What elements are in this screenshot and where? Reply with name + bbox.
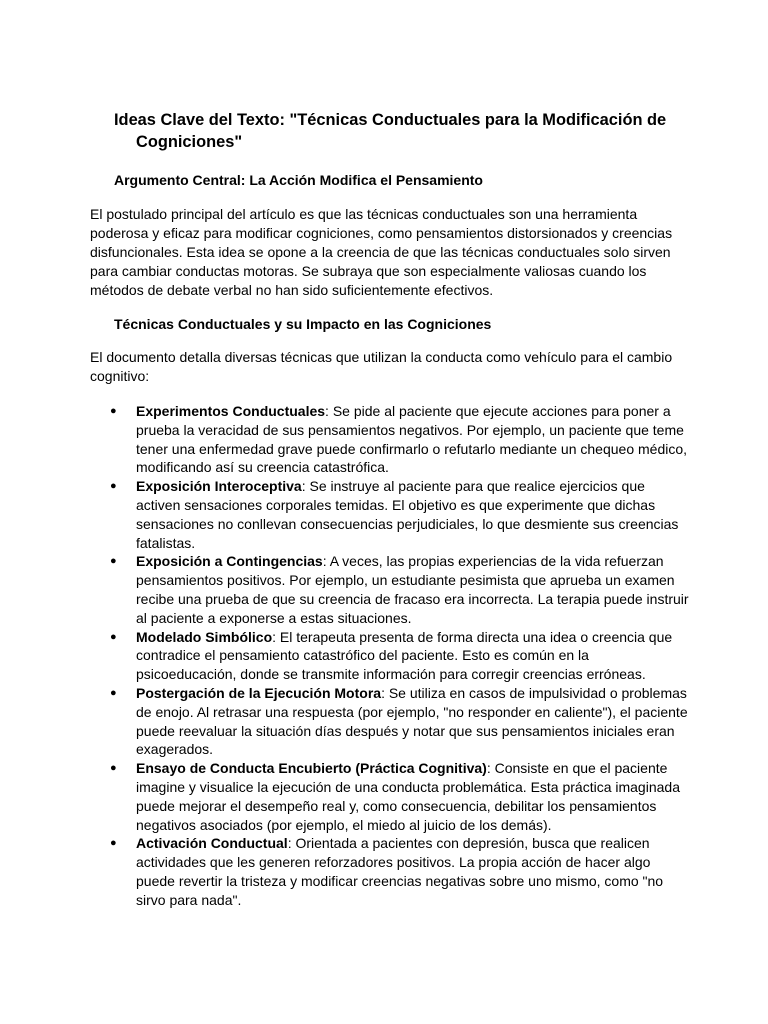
paragraph-argumento-central: El postulado principal del artículo es que las técnicas conductuales son una herramienta poderosa y eficaz para modificar cogniciones, como pensamientos distorsionados y creencias disfuncionales. Esta idea se opone a la creencia de que las técnicas conductuales solo sirven para cambiar conductas motoras. Se subraya que son especialmente valiosas cuando los métodos de debate verbal no han sido suficientemente efectivos. (90, 206, 673, 298)
techniques-list (90, 402, 690, 910)
list-item-modelado-simbolico (90, 628, 690, 684)
bullet-icon: ● (110, 630, 117, 643)
section-heading-tecnicas-conductuales: Técnicas Conductuales y su Impacto en las Cogniciones (114, 316, 492, 332)
document-title: Ideas Clave del Texto: "Técnicas Conductuales para la Modificación de Cogniciones" (114, 111, 667, 151)
section-heading-argumento-central: Argumento Central: La Acción Modifica el Pensamiento (114, 172, 483, 188)
technique-description: : Se utiliza en casos de impulsividad o problemas de enojo. Al retrasar una respuesta (por ejemplo, "no responder en caliente"), el paciente puede reevaluar la situación días después y notar que sus pensamientos iniciales eran exagerados. (136, 684, 688, 758)
list-item-postergacion-ejecucion-motora (90, 684, 690, 759)
technique-description: : Consiste en que el paciente imagine y visualice la ejecución de una conducta problemática. Esta práctica imaginada puede mejorar el desempeño real y, como consecuencia, debilitar los pensamientos negativos asociados (por ejemplo, el miedo al juicio de los demás). (136, 760, 680, 833)
bullet-icon: ● (110, 837, 117, 850)
list-item-exposicion-contingencias (90, 552, 690, 627)
technique-term: Exposición Interoceptiva (136, 478, 302, 495)
technique-description: : Se pide al paciente que ejecute acciones para poner a prueba la veracidad de sus pensamientos negativos. Por ejemplo, un paciente que teme tener una enfermedad grave puede confirmarlo o refutarlo mediante un chequeo médico, modificando así su creencia catastrófica. (136, 403, 688, 476)
technique-description: : Orientada a pacientes con depresión, busca que realicen actividades que les generen reforzadores positivos. La propia acción de hacer algo puede revertir la tristeza y modificar creencias negativas sobre uno mismo, como "no sirvo para nada". (136, 835, 664, 908)
bullet-icon: ● (110, 762, 117, 775)
technique-description: : A veces, las propias experiencias de la vida refuerzan pensamientos positivos. Por ejemplo, un estudiante pesimista que aprueba un examen recibe una prueba de que su creencia de fracaso era incorrecta. La terapia puede instruir al paciente a exponerse a estas situaciones. (136, 553, 689, 626)
technique-term: Experimentos Conductuales (136, 403, 326, 419)
list-item-ensayo-conducta-encubierto (90, 759, 690, 834)
list-item-activacion-conductual (90, 834, 690, 909)
bullet-icon: ● (110, 480, 117, 493)
list-item-exposicion-interoceptiva (90, 477, 690, 552)
bullet-icon: ● (110, 555, 117, 568)
bullet-icon: ● (110, 686, 117, 699)
technique-term: Ensayo de Conducta Encubierto (Práctica Cognitiva) (136, 760, 487, 777)
bullet-icon: ● (110, 405, 117, 417)
technique-term: Activación Conductual (136, 835, 288, 852)
technique-term: Postergación de la Ejecución Motora (136, 684, 382, 701)
technique-description: : Se instruye al paciente para que realice ejercicios que activen sensaciones corporales temidas. El objetivo es que experimente que dichas sensaciones no conllevan consecuencias perjudiciales, lo que desmiente sus creencias fatalistas. (136, 478, 679, 551)
paragraph-tecnicas-intro: El documento detalla diversas técnicas que utilizan la conducta como vehículo para el cambio cognitivo: (90, 349, 673, 384)
technique-term: Exposición a Contingencias (136, 553, 323, 570)
technique-term: Modelado Simbólico (136, 628, 273, 645)
list-item-experimentos-conductuales (90, 402, 690, 477)
technique-description: : El terapeuta presenta de forma directa una idea o creencia que contradice el pensamiento catastrófico del paciente. Esto es común en la psicoeducación, donde se transmite información para corregir creencias erróneas. (136, 628, 673, 683)
